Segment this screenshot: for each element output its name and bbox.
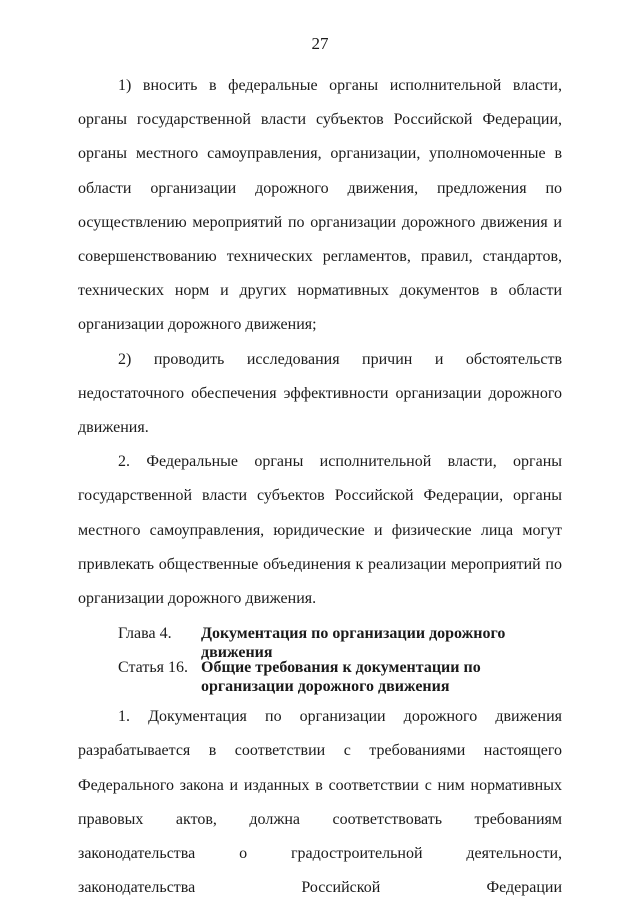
chapter-title: Документация по организации дорожного движения <box>201 625 506 662</box>
chapter-label: Глава 4. <box>118 625 172 643</box>
paragraph-item-1: 1) вносить в федеральные органы исполнительной власти, органы государственной власти субъектов Российской Федерации, органы местного самоуправления, организации, уполномоченные в области организации дорожного движения, предложения по осуществлению мероприятий по организации дорожного движения и совершенствованию технических регламентов, правил, стандартов, технических норм и других нормативных документов в области организации дорожного движения; <box>78 77 562 334</box>
article-title: Общие требования к документации по организации дорожного движения <box>201 659 481 696</box>
document-body <box>78 69 562 905</box>
chapter-heading <box>78 616 562 662</box>
paragraph-item-2: 2) проводить исследования причин и обстоятельств недостаточного обеспечения эффективности организации дорожного движения. <box>78 350 562 437</box>
paragraph-article-16-1: 1. Документация по организации дорожного движения разрабатывается в соответствии с требованиями настоящего Федерального закона и изданных в соответствии с ним нормативных правовых актов, должна соответствовать требованиям законодательства о градостроительной деятельности, законодательства Российской Федерации <box>78 708 562 897</box>
article-label: Статья 16. <box>118 659 188 677</box>
paragraph-section-2: 2. Федеральные органы исполнительной власти, органы государственной власти субъектов Российской Федерации, органы местного самоуправления, юридические и физические лица могут привлекать общественные объединения к реализации мероприятий по организации дорожного движения. <box>78 453 562 608</box>
page-number: 27 <box>311 34 329 53</box>
article-heading <box>78 650 562 700</box>
